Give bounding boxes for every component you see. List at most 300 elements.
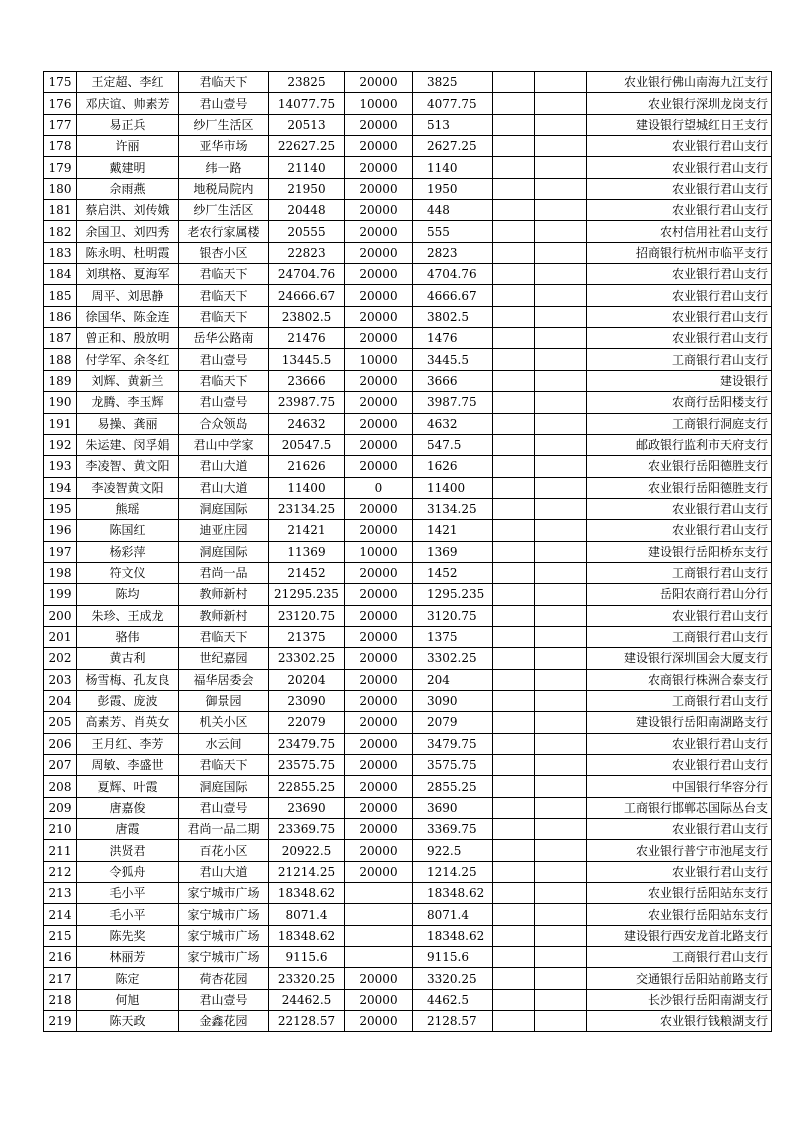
row-index-cell: 185 [44, 285, 77, 306]
bank-branch-cell: 招商银行杭州市临平支行 [587, 242, 772, 263]
row-index-cell: 196 [44, 520, 77, 541]
blank-col-a-cell [493, 669, 535, 690]
row-index-cell: 207 [44, 755, 77, 776]
table-row [44, 648, 772, 669]
row-index-cell: 209 [44, 797, 77, 818]
blank-col-b-cell [535, 968, 587, 989]
row-index-cell: 211 [44, 840, 77, 861]
deposit-amount-cell: 20000 [345, 989, 413, 1010]
blank-col-a-cell [493, 328, 535, 349]
total-amount-cell: 22855.25 [269, 776, 345, 797]
total-amount-cell: 13445.5 [269, 349, 345, 370]
row-index-cell: 188 [44, 349, 77, 370]
blank-col-a-cell [493, 477, 535, 498]
blank-col-b-cell [535, 904, 587, 925]
deposit-amount-cell: 20000 [345, 712, 413, 733]
blank-col-b-cell [535, 520, 587, 541]
deposit-amount-cell: 20000 [345, 370, 413, 391]
bank-branch-cell: 建设银行岳阳南湖路支行 [587, 712, 772, 733]
deposit-amount-cell: 20000 [345, 157, 413, 178]
table-row [44, 456, 772, 477]
total-amount-cell: 24666.67 [269, 285, 345, 306]
deposit-amount-cell: 20000 [345, 178, 413, 199]
balance-amount-cell: 513 [413, 114, 493, 135]
row-index-cell: 184 [44, 264, 77, 285]
blank-col-a-cell [493, 626, 535, 647]
bank-branch-cell: 工商银行洞庭支行 [587, 413, 772, 434]
blank-col-b-cell [535, 690, 587, 711]
owner-name-cell: 佘雨燕 [77, 178, 179, 199]
balance-amount-cell: 3369.75 [413, 819, 493, 840]
row-index-cell: 181 [44, 200, 77, 221]
blank-col-b-cell [535, 157, 587, 178]
blank-col-a-cell [493, 93, 535, 114]
bank-branch-cell: 农业银行君山支行 [587, 264, 772, 285]
table-row [44, 328, 772, 349]
community-cell: 洞庭国际 [179, 541, 269, 562]
owner-name-cell: 刘琪格、夏海军 [77, 264, 179, 285]
community-cell: 君山大道 [179, 456, 269, 477]
blank-col-b-cell [535, 626, 587, 647]
total-amount-cell: 23666 [269, 370, 345, 391]
table-row [44, 370, 772, 391]
balance-amount-cell: 547.5 [413, 434, 493, 455]
bank-branch-cell: 农业银行岳阳站东支行 [587, 883, 772, 904]
owner-name-cell: 唐嘉俊 [77, 797, 179, 818]
owner-name-cell: 付学军、余冬红 [77, 349, 179, 370]
blank-col-b-cell [535, 648, 587, 669]
blank-col-b-cell [535, 541, 587, 562]
community-cell: 家宁城市广场 [179, 947, 269, 968]
balance-amount-cell: 3120.75 [413, 605, 493, 626]
balance-amount-cell: 1476 [413, 328, 493, 349]
row-index-cell: 189 [44, 370, 77, 391]
owner-name-cell: 朱珍、王成龙 [77, 605, 179, 626]
bank-branch-cell: 建设银行望城红日王支行 [587, 114, 772, 135]
balance-amount-cell: 1626 [413, 456, 493, 477]
blank-col-b-cell [535, 755, 587, 776]
deposit-amount-cell: 10000 [345, 541, 413, 562]
balance-amount-cell: 3575.75 [413, 755, 493, 776]
community-cell: 银杏小区 [179, 242, 269, 263]
owner-name-cell: 陈定 [77, 968, 179, 989]
row-index-cell: 177 [44, 114, 77, 135]
total-amount-cell: 14077.75 [269, 93, 345, 114]
bank-branch-cell: 农业银行岳阳德胜支行 [587, 477, 772, 498]
bank-branch-cell: 邮政银行监利市天府支行 [587, 434, 772, 455]
bank-branch-cell: 建设银行西安龙首北路支行 [587, 925, 772, 946]
total-amount-cell: 23575.75 [269, 755, 345, 776]
community-cell: 君临天下 [179, 285, 269, 306]
blank-col-b-cell [535, 861, 587, 882]
blank-col-b-cell [535, 136, 587, 157]
balance-amount-cell: 3987.75 [413, 392, 493, 413]
balance-amount-cell: 2627.25 [413, 136, 493, 157]
deposit-amount-cell: 20000 [345, 72, 413, 93]
owner-name-cell: 李凌智黄文阳 [77, 477, 179, 498]
deposit-amount-cell: 20000 [345, 690, 413, 711]
owner-name-cell: 余国卫、刘四秀 [77, 221, 179, 242]
table-row [44, 306, 772, 327]
deposit-amount-cell: 20000 [345, 605, 413, 626]
blank-col-a-cell [493, 712, 535, 733]
row-index-cell: 218 [44, 989, 77, 1010]
blank-col-b-cell [535, 392, 587, 413]
blank-col-b-cell [535, 72, 587, 93]
balance-amount-cell: 18348.62 [413, 925, 493, 946]
total-amount-cell: 23987.75 [269, 392, 345, 413]
blank-col-a-cell [493, 200, 535, 221]
deposit-amount-cell: 20000 [345, 413, 413, 434]
total-amount-cell: 20547.5 [269, 434, 345, 455]
row-index-cell: 200 [44, 605, 77, 626]
bank-branch-cell: 农业银行钱粮湖支行 [587, 1011, 772, 1032]
balance-amount-cell: 9115.6 [413, 947, 493, 968]
blank-col-a-cell [493, 989, 535, 1010]
table-row [44, 242, 772, 263]
community-cell: 洞庭国际 [179, 498, 269, 519]
row-index-cell: 217 [44, 968, 77, 989]
bank-branch-cell: 农业银行君山支行 [587, 200, 772, 221]
table-row [44, 819, 772, 840]
bank-branch-cell: 农业银行君山支行 [587, 328, 772, 349]
blank-col-a-cell [493, 157, 535, 178]
table-row [44, 136, 772, 157]
table-row [44, 349, 772, 370]
total-amount-cell: 22079 [269, 712, 345, 733]
row-index-cell: 186 [44, 306, 77, 327]
community-cell: 迪亚庄园 [179, 520, 269, 541]
row-index-cell: 178 [44, 136, 77, 157]
owner-name-cell: 杨彩萍 [77, 541, 179, 562]
row-index-cell: 190 [44, 392, 77, 413]
community-cell: 御景园 [179, 690, 269, 711]
total-amount-cell: 24704.76 [269, 264, 345, 285]
balance-amount-cell: 3666 [413, 370, 493, 391]
table-row [44, 626, 772, 647]
bank-branch-cell: 农业银行君山支行 [587, 306, 772, 327]
blank-col-b-cell [535, 264, 587, 285]
owner-name-cell: 龙腾、李玉辉 [77, 392, 179, 413]
community-cell: 君尚一品二期 [179, 819, 269, 840]
owner-name-cell: 高素芳、肖英女 [77, 712, 179, 733]
row-index-cell: 213 [44, 883, 77, 904]
balance-amount-cell: 18348.62 [413, 883, 493, 904]
owner-name-cell: 刘辉、黄新兰 [77, 370, 179, 391]
blank-col-a-cell [493, 562, 535, 583]
bank-branch-cell: 农业银行君山支行 [587, 157, 772, 178]
owner-name-cell: 符文仪 [77, 562, 179, 583]
owner-name-cell: 周平、刘思静 [77, 285, 179, 306]
balance-amount-cell: 8071.4 [413, 904, 493, 925]
table-row [44, 264, 772, 285]
community-cell: 机关小区 [179, 712, 269, 733]
deposit-amount-cell: 20000 [345, 797, 413, 818]
table-row [44, 562, 772, 583]
total-amount-cell: 23090 [269, 690, 345, 711]
total-amount-cell: 21375 [269, 626, 345, 647]
deposit-amount-cell: 20000 [345, 392, 413, 413]
total-amount-cell: 21295.235 [269, 584, 345, 605]
table-row [44, 861, 772, 882]
table-row [44, 925, 772, 946]
blank-col-b-cell [535, 285, 587, 306]
total-amount-cell: 23134.25 [269, 498, 345, 519]
blank-col-a-cell [493, 285, 535, 306]
community-cell: 岳华公路南 [179, 328, 269, 349]
deposit-amount-cell: 20000 [345, 498, 413, 519]
bank-branch-cell: 农业银行君山支行 [587, 755, 772, 776]
blank-col-b-cell [535, 776, 587, 797]
bank-branch-cell: 建设银行深圳国会大厦支行 [587, 648, 772, 669]
total-amount-cell: 22823 [269, 242, 345, 263]
owner-name-cell: 黄古利 [77, 648, 179, 669]
total-amount-cell: 20448 [269, 200, 345, 221]
deposit-amount-cell: 20000 [345, 861, 413, 882]
table-row [44, 904, 772, 925]
balance-amount-cell: 4632 [413, 413, 493, 434]
bank-branch-cell: 农业银行君山支行 [587, 520, 772, 541]
owner-name-cell: 周敏、李盛世 [77, 755, 179, 776]
table-row [44, 712, 772, 733]
blank-col-a-cell [493, 392, 535, 413]
table-row [44, 434, 772, 455]
row-index-cell: 198 [44, 562, 77, 583]
deposit-amount-cell: 20000 [345, 776, 413, 797]
blank-col-b-cell [535, 306, 587, 327]
owner-name-cell: 熊瑶 [77, 498, 179, 519]
table-row [44, 1011, 772, 1032]
table-row [44, 520, 772, 541]
balance-amount-cell: 204 [413, 669, 493, 690]
bank-branch-cell: 长沙银行岳阳南湖支行 [587, 989, 772, 1010]
community-cell: 纱厂生活区 [179, 114, 269, 135]
community-cell: 君山大道 [179, 477, 269, 498]
total-amount-cell: 18348.62 [269, 883, 345, 904]
total-amount-cell: 20555 [269, 221, 345, 242]
deposit-amount-cell: 20000 [345, 733, 413, 754]
table-row [44, 968, 772, 989]
blank-col-a-cell [493, 1011, 535, 1032]
deposit-amount-cell [345, 925, 413, 946]
row-index-cell: 195 [44, 498, 77, 519]
balance-amount-cell: 1295.235 [413, 584, 493, 605]
owner-name-cell: 李凌智、黄文阳 [77, 456, 179, 477]
blank-col-b-cell [535, 669, 587, 690]
deposit-amount-cell: 20000 [345, 819, 413, 840]
blank-col-a-cell [493, 114, 535, 135]
total-amount-cell: 21140 [269, 157, 345, 178]
blank-col-b-cell [535, 434, 587, 455]
blank-col-b-cell [535, 562, 587, 583]
community-cell: 君临天下 [179, 626, 269, 647]
owner-name-cell: 陈永明、杜明霞 [77, 242, 179, 263]
owner-name-cell: 毛小平 [77, 883, 179, 904]
balance-amount-cell: 4666.67 [413, 285, 493, 306]
bank-branch-cell: 工商银行君山支行 [587, 690, 772, 711]
balance-amount-cell: 2079 [413, 712, 493, 733]
balance-amount-cell: 3479.75 [413, 733, 493, 754]
row-index-cell: 206 [44, 733, 77, 754]
row-index-cell: 180 [44, 178, 77, 199]
row-index-cell: 203 [44, 669, 77, 690]
deposit-amount-cell: 20000 [345, 200, 413, 221]
total-amount-cell: 11400 [269, 477, 345, 498]
owner-name-cell: 彭霞、庞波 [77, 690, 179, 711]
total-amount-cell: 22627.25 [269, 136, 345, 157]
total-amount-cell: 21452 [269, 562, 345, 583]
community-cell: 君山壹号 [179, 989, 269, 1010]
blank-col-b-cell [535, 797, 587, 818]
table-row [44, 690, 772, 711]
deposit-amount-cell [345, 904, 413, 925]
total-amount-cell: 8071.4 [269, 904, 345, 925]
table-row [44, 797, 772, 818]
owner-name-cell: 陈国红 [77, 520, 179, 541]
owner-name-cell: 王月红、李芳 [77, 733, 179, 754]
bank-branch-cell: 农业银行君山支行 [587, 861, 772, 882]
owner-name-cell: 林丽芳 [77, 947, 179, 968]
deposit-amount-cell: 20000 [345, 584, 413, 605]
community-cell: 君临天下 [179, 264, 269, 285]
blank-col-b-cell [535, 989, 587, 1010]
balance-amount-cell: 2855.25 [413, 776, 493, 797]
owner-name-cell: 毛小平 [77, 904, 179, 925]
balance-amount-cell: 4462.5 [413, 989, 493, 1010]
blank-col-b-cell [535, 477, 587, 498]
blank-col-b-cell [535, 413, 587, 434]
table-row [44, 392, 772, 413]
blank-col-b-cell [535, 883, 587, 904]
deposit-amount-cell: 20000 [345, 626, 413, 647]
community-cell: 合众领岛 [179, 413, 269, 434]
blank-col-a-cell [493, 755, 535, 776]
row-index-cell: 208 [44, 776, 77, 797]
total-amount-cell: 21950 [269, 178, 345, 199]
bank-branch-cell: 农业银行君山支行 [587, 498, 772, 519]
row-index-cell: 176 [44, 93, 77, 114]
deposit-amount-cell: 20000 [345, 648, 413, 669]
total-amount-cell: 23825 [269, 72, 345, 93]
row-index-cell: 215 [44, 925, 77, 946]
community-cell: 君山壹号 [179, 392, 269, 413]
blank-col-b-cell [535, 200, 587, 221]
deposit-amount-cell: 20000 [345, 1011, 413, 1032]
balance-amount-cell: 3825 [413, 72, 493, 93]
balance-amount-cell: 4077.75 [413, 93, 493, 114]
table-row [44, 114, 772, 135]
community-cell: 君山中学家 [179, 434, 269, 455]
deposit-amount-cell: 20000 [345, 328, 413, 349]
community-cell: 荷杏花园 [179, 968, 269, 989]
owner-name-cell: 易正兵 [77, 114, 179, 135]
bank-branch-cell: 建设银行 [587, 370, 772, 391]
table-body [44, 72, 772, 1032]
blank-col-a-cell [493, 178, 535, 199]
deposit-amount-cell: 20000 [345, 840, 413, 861]
blank-col-a-cell [493, 584, 535, 605]
blank-col-a-cell [493, 242, 535, 263]
table-row [44, 477, 772, 498]
total-amount-cell: 9115.6 [269, 947, 345, 968]
community-cell: 君山壹号 [179, 797, 269, 818]
bank-branch-cell: 农商银行株洲合泰支行 [587, 669, 772, 690]
blank-col-a-cell [493, 733, 535, 754]
balance-amount-cell: 922.5 [413, 840, 493, 861]
balance-amount-cell: 3690 [413, 797, 493, 818]
blank-col-b-cell [535, 840, 587, 861]
balance-amount-cell: 2823 [413, 242, 493, 263]
bank-branch-cell: 农业银行君山支行 [587, 285, 772, 306]
deposit-amount-cell: 20000 [345, 264, 413, 285]
bank-branch-cell: 农业银行君山支行 [587, 733, 772, 754]
blank-col-b-cell [535, 712, 587, 733]
table-row [44, 947, 772, 968]
total-amount-cell: 21214.25 [269, 861, 345, 882]
community-cell: 世纪嘉园 [179, 648, 269, 669]
community-cell: 君临天下 [179, 370, 269, 391]
total-amount-cell: 23802.5 [269, 306, 345, 327]
blank-col-a-cell [493, 947, 535, 968]
owner-name-cell: 骆伟 [77, 626, 179, 647]
total-amount-cell: 23302.25 [269, 648, 345, 669]
deposit-amount-cell: 20000 [345, 114, 413, 135]
total-amount-cell: 20922.5 [269, 840, 345, 861]
community-cell: 百花小区 [179, 840, 269, 861]
table-row [44, 72, 772, 93]
balance-amount-cell: 1140 [413, 157, 493, 178]
blank-col-a-cell [493, 264, 535, 285]
row-index-cell: 191 [44, 413, 77, 434]
bank-branch-cell: 工商银行君山支行 [587, 947, 772, 968]
table-row [44, 584, 772, 605]
total-amount-cell: 23120.75 [269, 605, 345, 626]
blank-col-a-cell [493, 349, 535, 370]
row-index-cell: 197 [44, 541, 77, 562]
bank-branch-cell: 岳阳农商行君山分行 [587, 584, 772, 605]
bank-branch-cell: 农业银行佛山南海九江支行 [587, 72, 772, 93]
total-amount-cell: 21421 [269, 520, 345, 541]
deposit-amount-cell: 20000 [345, 456, 413, 477]
community-cell: 君山壹号 [179, 93, 269, 114]
blank-col-a-cell [493, 306, 535, 327]
deposit-amount-cell: 20000 [345, 434, 413, 455]
total-amount-cell: 23479.75 [269, 733, 345, 754]
table-row [44, 498, 772, 519]
blank-col-b-cell [535, 498, 587, 519]
community-cell: 金鑫花园 [179, 1011, 269, 1032]
deposit-amount-cell: 20000 [345, 520, 413, 541]
bank-branch-cell: 中国银行华容分行 [587, 776, 772, 797]
owner-name-cell: 蔡启洪、刘传娥 [77, 200, 179, 221]
owner-name-cell: 夏辉、叶霞 [77, 776, 179, 797]
owner-name-cell: 唐霞 [77, 819, 179, 840]
total-amount-cell: 24462.5 [269, 989, 345, 1010]
deposit-amount-cell [345, 947, 413, 968]
bank-branch-cell: 农业银行岳阳站东支行 [587, 904, 772, 925]
row-index-cell: 201 [44, 626, 77, 647]
row-index-cell: 216 [44, 947, 77, 968]
row-index-cell: 194 [44, 477, 77, 498]
community-cell: 君尚一品 [179, 562, 269, 583]
balance-amount-cell: 4704.76 [413, 264, 493, 285]
community-cell: 亚华市场 [179, 136, 269, 157]
bank-branch-cell: 农商行岳阳楼支行 [587, 392, 772, 413]
blank-col-b-cell [535, 114, 587, 135]
community-cell: 君临天下 [179, 755, 269, 776]
balance-amount-cell: 2128.57 [413, 1011, 493, 1032]
table-row [44, 605, 772, 626]
